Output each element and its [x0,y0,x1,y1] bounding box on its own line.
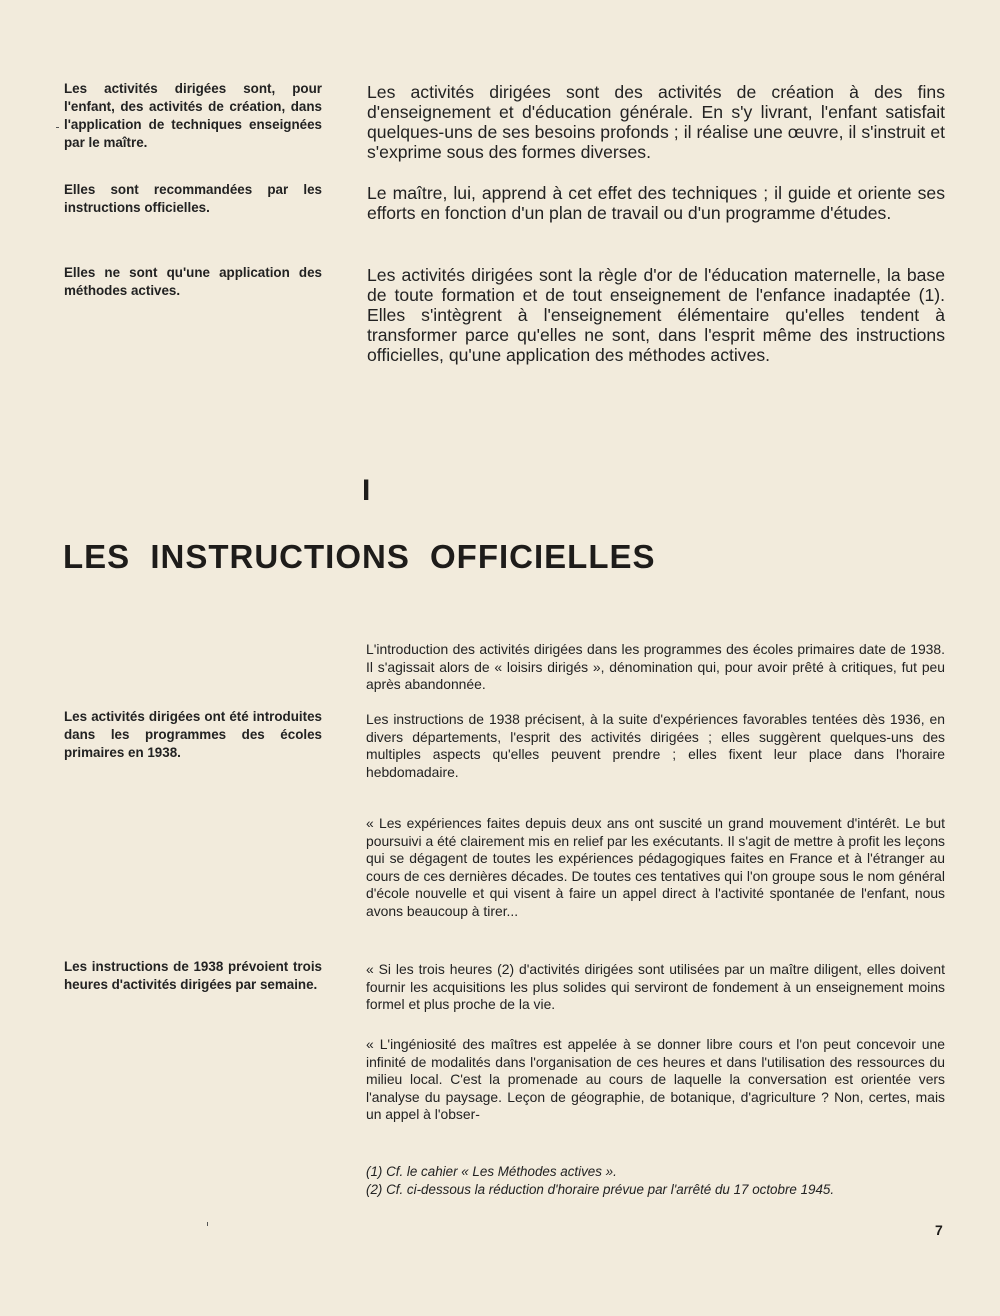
margin-note: Elles sont recommandées par les instructions officielles. [64,182,322,215]
margin-note: Les activités dirigées sont, pour l'enfant, des activités de création, dans l'application de techniques enseignées par le maître. [64,81,322,150]
body-paragraph: L'introduction des activités dirigées dans les programmes des écoles primaires date de 1938. Il s'agissait alors de « loisirs dirigés », dénomination qui, pour avoir prêté à critiques, fut peu après abandonnée. [366,641,945,692]
margin-note: Les activités dirigées ont été introduites dans les programmes des écoles primaires en 1938. [64,709,322,760]
print-speck [56,127,59,128]
intro-paragraph: Les activités dirigées sont la règle d'or de l'éducation maternelle, la base de toute formation et de tout enseignement de l'enfance inadaptée (1). Elles s'intègrent à l'enseignement élémentaire qu'elles tendent à transformer parce qu'elles ne sont, dans l'esprit même des instructions officielles, qu'une application des méthodes actives. [367,265,945,365]
intro-paragraph: Les activités dirigées sont des activités de création à des fins d'enseignement et d'éducation générale. En s'y livrant, l'enfant satisfait quelques-uns de ses besoins profonds ; il réalise une œuvre, il s'instruit et s'exprime sous des formes diverses. [367,82,945,162]
quote-paragraph: « L'ingéniosité des maîtres est appelée à se donner libre cours et l'on peut concevoir une infinité de modalités dans l'organisation de ces heures et dans l'utilisation des ressources du milieu local. C'est la promenade au cours de laquelle la conversation est orientée vers l'analyse du paysage. Leçon de géographie, de botanique, d'agriculture ? Non, certes, mais un appel à l'obser- [366,1036,945,1122]
page-number: 7 [935,1222,943,1238]
print-speck [207,1222,208,1226]
footnote: (1) Cf. le cahier « Les Méthodes actives ». [366,1164,617,1179]
section-title: LES INSTRUCTIONS OFFICIELLES [63,538,656,575]
footnote: (2) Cf. ci-dessous la réduction d'horaire prévue par l'arrêté du 17 octobre 1945. [366,1182,835,1197]
section-number: I [362,474,371,507]
margin-note: Elles ne sont qu'une application des méthodes actives. [64,265,322,298]
intro-paragraph: Le maître, lui, apprend à cet effet des techniques ; il guide et oriente ses efforts en fonction d'un plan de travail ou d'un programme d'études. [367,183,945,223]
margin-note: Les instructions de 1938 prévoient trois heures d'activités dirigées par semaine. [64,959,322,992]
quote-paragraph: « Les expériences faites depuis deux ans ont suscité un grand mouvement d'intérêt. Le but poursuivi a été clairement mis en relief par les exécutants. Il s'agit de mettre à profit les leçons qui se dégagent de toutes les expériences pédagogiques faites en France et à l'étranger au cours de ces dernières décades. De toutes ces tentatives qui l'on groupe sous le nom général d'école nouvelle et qui visent à faire un appel direct à l'activité spontanée de l'enfant, nous avons beaucoup à tirer... [366,815,945,919]
body-paragraph: Les instructions de 1938 précisent, à la suite d'expériences favorables tentées dès 1936, en divers départements, l'esprit des activités dirigées ; elles suggèrent quelques-uns des multiples aspects qu'elles peuvent prendre ; elles fixent leur place dans l'horaire hebdomadaire. [366,711,945,780]
quote-paragraph: « Si les trois heures (2) d'activités dirigées sont utilisées par un maître diligent, elles doivent fournir les acquisitions les plus solides qui serviront de fondement à un enseignement moins formel et plus proche de la vie. [366,961,945,1012]
